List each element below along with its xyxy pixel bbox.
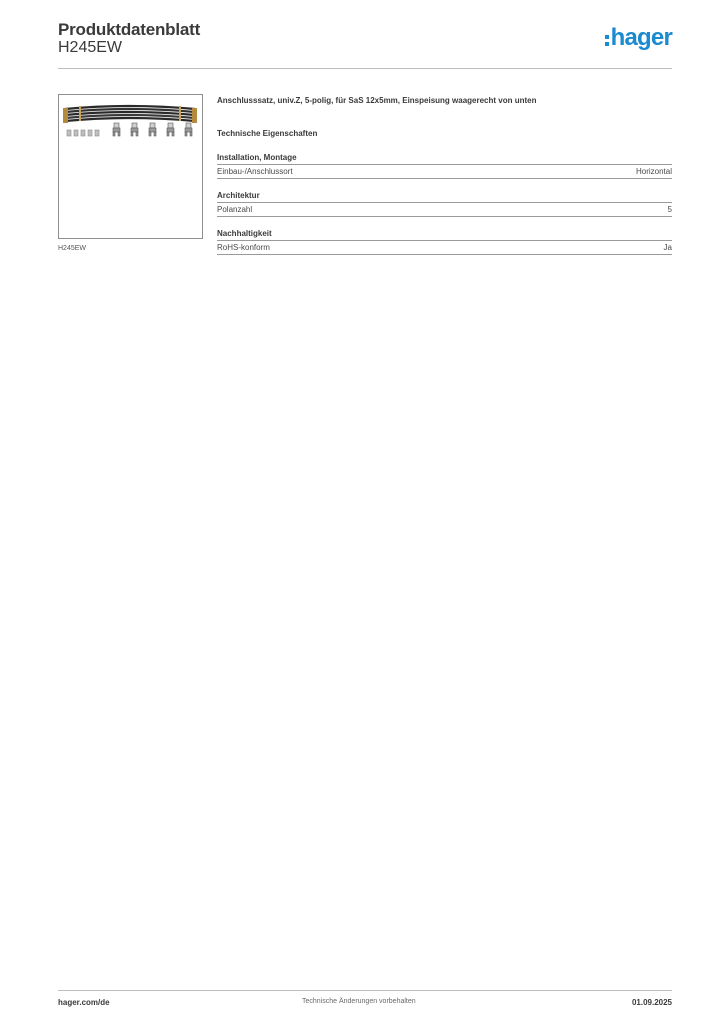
property-value: 5 <box>667 205 672 214</box>
product-photo-icon <box>59 95 202 238</box>
property-row <box>217 203 672 217</box>
hager-logo <box>605 26 672 50</box>
product-details <box>217 96 672 267</box>
page-title: Produktdatenblatt <box>58 20 201 39</box>
footer-divider <box>58 990 672 991</box>
logo-colon-icon <box>605 35 609 46</box>
cable-bundle <box>63 106 197 123</box>
property-label: RoHS-konform <box>217 243 270 252</box>
footer-website-link[interactable]: hager.com/de <box>58 998 110 1007</box>
clamp-terminals <box>113 123 192 136</box>
property-row <box>217 241 672 255</box>
footer-notice: Technische Änderungen vorbehalten <box>302 998 416 1005</box>
product-description: Anschlusssatz, univ.Z, 5-polig, für SaS 12x5mm, Einspeisung waagerecht von unten <box>217 96 537 105</box>
group-title: Installation, Montage <box>217 153 672 165</box>
property-value: Horizontal <box>635 167 672 176</box>
property-label: Einbau-/Anschlussort <box>217 167 293 176</box>
image-caption: H245EW <box>58 245 87 252</box>
group-title: Architektur <box>217 191 672 203</box>
product-code: H245EW <box>58 39 123 56</box>
product-image <box>58 94 203 239</box>
property-group-architecture <box>217 191 672 217</box>
property-group-sustainability <box>217 229 672 255</box>
logo-text: hager <box>610 24 672 51</box>
property-row <box>217 165 672 179</box>
footer-date: 01.09.2025 <box>631 998 672 1007</box>
header-divider <box>58 68 672 69</box>
technical-heading: Technische Eigenschaften <box>217 129 318 138</box>
small-terminals <box>67 130 99 136</box>
group-title: Nachhaltigkeit <box>217 229 672 241</box>
property-label: Polanzahl <box>217 205 253 214</box>
property-value: Ja <box>663 243 672 252</box>
property-group-installation <box>217 153 672 179</box>
